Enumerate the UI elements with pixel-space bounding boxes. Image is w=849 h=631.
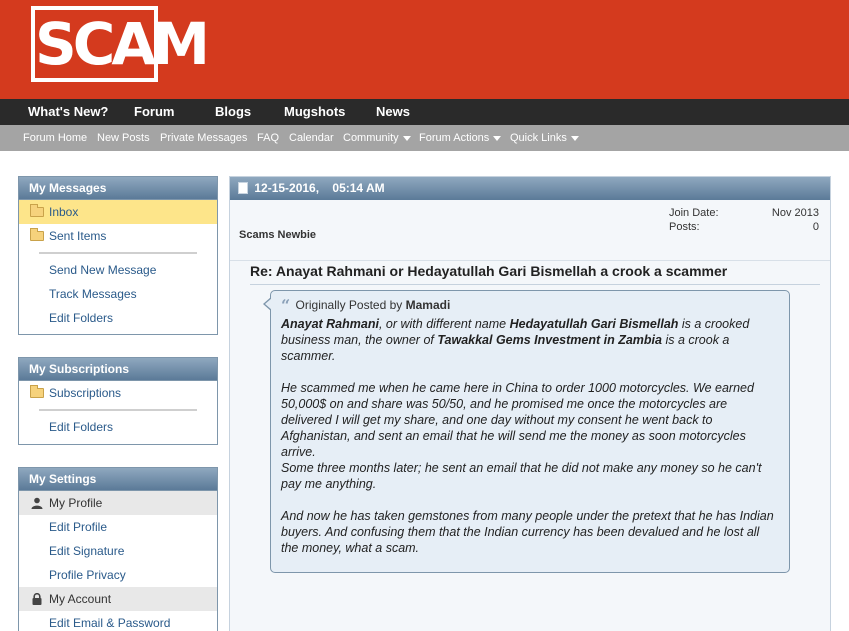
my-settings-block: [18, 467, 218, 631]
subnav-forum-actions-label: Forum Actions: [419, 132, 490, 144]
my-subscriptions-block: [18, 357, 218, 445]
site-logo[interactable]: [31, 6, 206, 82]
spacer: [281, 364, 779, 380]
chevron-down-icon: [493, 136, 501, 141]
lock-icon: [32, 593, 42, 605]
link-edit-folders[interactable]: [19, 415, 217, 439]
subnav-private-messages[interactable]: Private Messages: [160, 132, 248, 144]
quote-text: is a crook a scammer.: [281, 333, 730, 363]
folder-sent-items[interactable]: [19, 224, 217, 248]
quote-block: [270, 290, 790, 573]
quote-paragraph: And now he has taken gemstones from many people under the pretext that he has Indian buyers. And confusing them that the Indian currency has been devalued and he lost all the money, what a scam.: [281, 509, 774, 555]
post-title: Re: Anayat Rahmani or Hedayatullah Gari Bismellah a crook a scammer: [250, 263, 728, 279]
post-header: [230, 177, 830, 200]
subnav-community[interactable]: [343, 125, 411, 151]
folder-label: Subscriptions: [49, 386, 122, 400]
link-label: Profile Privacy: [49, 568, 126, 582]
sub-navbar: [0, 125, 849, 151]
link-label: Edit Folders: [49, 311, 114, 325]
link-send-new-message[interactable]: [19, 258, 217, 282]
join-date-label: Join Date:: [669, 207, 719, 219]
site-header: [0, 0, 849, 99]
link-edit-email-password[interactable]: [19, 611, 217, 631]
link-label: Edit Signature: [49, 544, 125, 558]
document-icon: [238, 182, 248, 194]
nav-mugshots[interactable]: Mugshots: [284, 104, 346, 119]
link-edit-profile[interactable]: [19, 515, 217, 539]
link-label: Send New Message: [49, 263, 157, 277]
subnav-community-label: Community: [343, 132, 399, 144]
quote-body: [281, 316, 779, 556]
link-label: Track Messages: [49, 287, 137, 301]
subnav-forum-home[interactable]: Forum Home: [23, 132, 88, 144]
folder-label: Inbox: [49, 205, 79, 219]
quote-prefix: Originally Posted by: [295, 298, 403, 312]
folder-icon: [30, 388, 44, 398]
post-time: 05:14 AM: [332, 181, 385, 195]
folder-label: Sent Items: [49, 229, 107, 243]
link-label: Edit Email & Password: [49, 616, 171, 630]
logo-text: SCAM: [35, 10, 206, 78]
link-label: Edit Profile: [49, 520, 108, 534]
subnav-forum-actions[interactable]: [419, 125, 501, 151]
quote-text: , or with different name: [378, 317, 507, 331]
chevron-down-icon: [403, 136, 411, 141]
folder-icon: [30, 207, 44, 217]
nav-news[interactable]: News: [376, 104, 410, 119]
subnav-new-posts[interactable]: New Posts: [97, 132, 150, 144]
quote-header: [281, 297, 779, 313]
post-date: 12-15-2016,: [254, 181, 320, 195]
forum-post: [229, 176, 831, 631]
quote-name-1: Anayat Rahmani: [281, 317, 379, 331]
user-icon: [31, 497, 43, 509]
chevron-down-icon: [571, 136, 579, 141]
link-edit-folders[interactable]: [19, 306, 217, 330]
my-messages-block: [18, 176, 218, 335]
join-date-value: Nov 2013: [771, 207, 819, 219]
nav-blogs[interactable]: Blogs: [215, 104, 252, 119]
divider: [19, 405, 217, 415]
folder-inbox[interactable]: [19, 200, 217, 224]
quote-name-2: Hedayatullah Gari Bismellah: [509, 317, 679, 331]
section-label: My Profile: [49, 496, 103, 510]
quote-paragraph: Some three months later; he sent an email that he did not make any money so he can't pay me anything.: [281, 461, 762, 491]
nav-forum[interactable]: Forum: [134, 104, 175, 119]
link-profile-privacy[interactable]: [19, 563, 217, 587]
subnav-quick-links[interactable]: [510, 125, 579, 151]
link-edit-signature[interactable]: [19, 539, 217, 563]
my-settings-title: My Settings: [19, 468, 217, 491]
quote-text: is a crooked business man, the owner of: [281, 317, 750, 347]
posts-label: Posts:: [669, 221, 700, 233]
my-messages-title: My Messages: [19, 177, 217, 200]
divider: [19, 248, 217, 258]
quote-paragraph: [281, 316, 779, 364]
nav-whats-new[interactable]: What's New?: [28, 104, 109, 119]
link-track-messages[interactable]: [19, 282, 217, 306]
spacer: [281, 492, 779, 508]
folder-subscriptions[interactable]: [19, 381, 217, 405]
posts-value: 0: [812, 221, 819, 233]
subnav-faq[interactable]: FAQ: [257, 132, 280, 144]
link-label: Edit Folders: [49, 420, 114, 434]
post-user-info: [230, 201, 830, 261]
quote-author[interactable]: Mamadi: [405, 298, 451, 312]
subnav-quick-links-label: Quick Links: [510, 132, 567, 144]
quote-icon: “: [281, 295, 291, 315]
divider: [250, 284, 820, 285]
user-rank: Scams Newbie: [239, 229, 317, 241]
main-navbar: [0, 99, 849, 125]
quote-company: Tawakkal Gems Investment in Zambia: [437, 333, 662, 347]
subnav-calendar[interactable]: Calendar: [289, 132, 334, 144]
section-my-profile: [19, 491, 217, 515]
quote-paragraph: He scammed me when he came here in China to order 1000 motorcycles. We earned 50,000$ on and share was 50/50, and he promised me once the motorcycles are delivered I will get my share, and one day without my consent he went back to Afghanistan, and sent an email that he will send me the money as soon motorcycles arrive.: [281, 381, 754, 459]
my-subscriptions-title: My Subscriptions: [19, 358, 217, 381]
folder-icon: [30, 231, 44, 241]
section-label: My Account: [49, 592, 112, 606]
section-my-account: [19, 587, 217, 611]
